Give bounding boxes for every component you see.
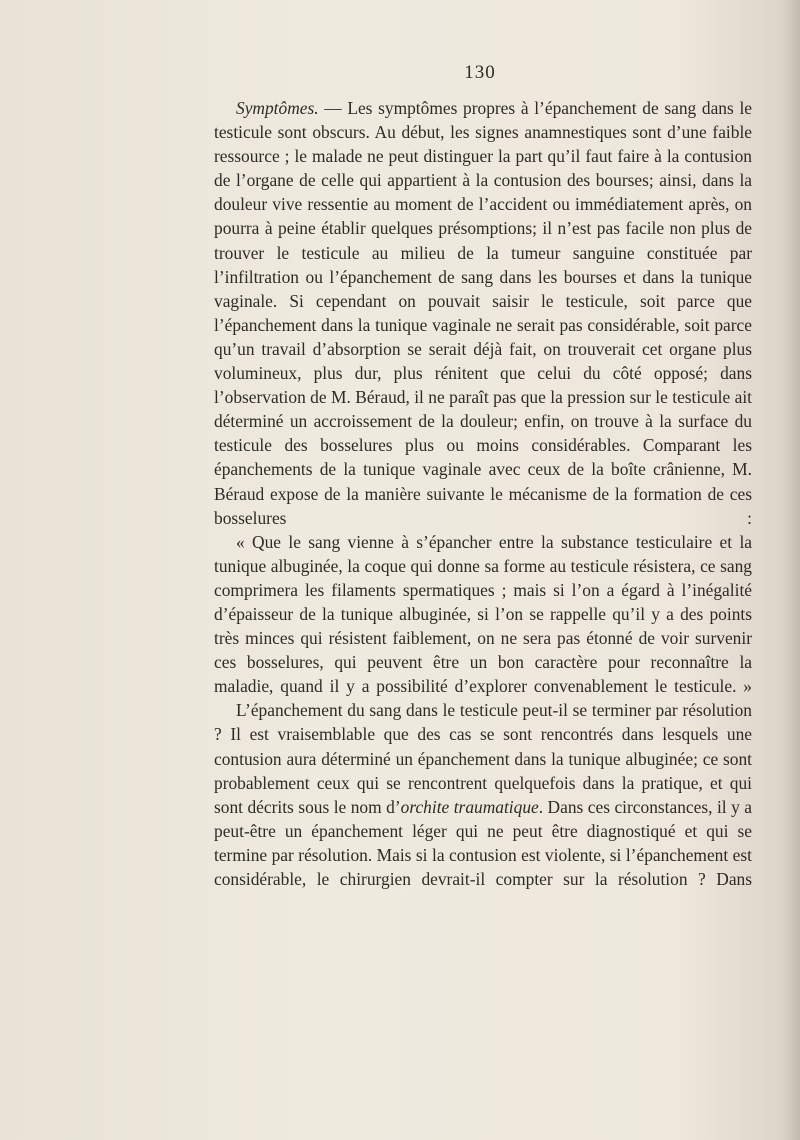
paragraph-text: — Les symptômes propres à l’épanchement de sang dans le testicule sont obscurs. Au début, les signes anamnestiques sont d’une faible ressource ; le malade ne peut distinguer la part qu’il faut faire à la contusion de l’organe de celle qui appartient à la contusion des bourses; ainsi, dans la douleur vive ressentie au moment de l’accident ou immédiatement après, on pourra à peine établir quelques présomptions; il n’est pas facile non plus de trouver le testicule au milieu de la tumeur sanguine constituée par l’infiltration ou l’épanchement de sang dans les bourses et dans la tunique vaginale. Si cependant on pouvait saisir le testicule, soit parce que l’épanchement dans la tunique vaginale ne serait pas considérable, soit parce qu’un travail d’absorption se serait déjà fait, on trouverait cet organe plus volumineux, plus dur, plus rénitent que celui du côté opposé; dans l’observation de M. Béraud, il ne paraît pas que la pression sur le testicule ait déterminé un accroissement de la douleur; enfin, on trouve à la surface du testicule des bosselures plus ou moins considérables. Comparant les épanchements de la tunique vaginale avec ceux de la boîte crânienne, M. Béraud expose de la manière suivante le mécanisme de la formation de ces bosselures :: [214, 98, 752, 528]
page-number: 130: [464, 62, 496, 83]
italic-term: orchite traumatique: [400, 796, 539, 817]
section-lead: Symptômes.: [236, 98, 319, 118]
paragraph-resolution: [214, 698, 752, 891]
paragraph-text: L’épanchement du sang dans le testicule peut-il se terminer par résolution ? Il est vraisemblable que des cas se sont rencontrés dans lesquels une contusion aura déterminé un épanchement dans la tunique albuginée; ce sont probablement ceux qui se rencontrent quelquefois dans la pratique, et qui sont décrits sous le nom d’: [214, 700, 752, 817]
paragraph-symptoms: [214, 96, 752, 530]
paragraph-text: « Que le sang vienne à s’épancher entre la substance testiculaire et la tunique albuginée, la coque qui donne sa forme au testicule résistera, ce sang comprimera les filaments spermatiques ; mais si l’on a égard à l’inégalité d’épaisseur de la tunique albuginée, si l’on se rappelle qu’il y a des points très minces qui résistent faiblement, on ne sera pas étonné de voir survenir ces bosselures, qui peuvent être un bon caractère pour reconnaître la maladie, quand il y a possibilité d’explorer convenablement le testicule. »: [214, 531, 752, 697]
paragraph-quotation: [214, 530, 752, 699]
body-text: [214, 96, 752, 891]
paragraph-text: . Dans ces circonstances, il y a peut-être un épanchement léger qui ne peut être diagnostiqué et qui se termine par résolution. Mais si la contusion est violente, si l’épanchement est considérable, le chirurgien devrait-il compter sur la résolution ? Dans: [214, 796, 752, 889]
page-edge-shadow: [782, 0, 800, 1140]
